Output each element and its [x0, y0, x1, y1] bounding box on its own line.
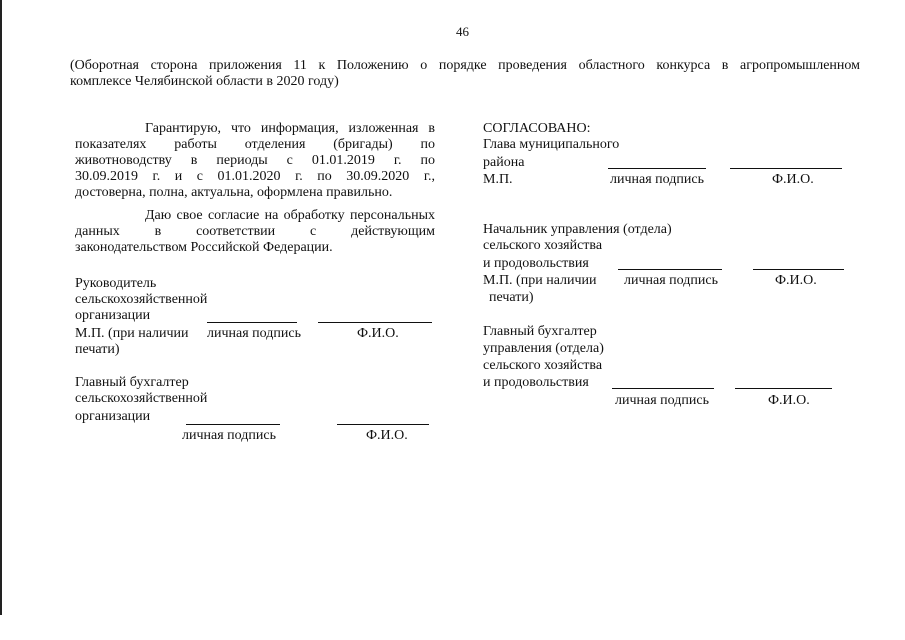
guarantee-line-2: показателях работы отделения (бригады) по — [75, 137, 435, 152]
consent-line-2: данных в соответствии с действующим — [75, 224, 435, 239]
approved-fio-label: Ф.И.О. — [772, 172, 814, 187]
chief-acc-dept-fio-line[interactable] — [735, 388, 832, 389]
head-dept-mp-line-2: печати) — [489, 290, 534, 305]
chief-acc-dept-fio-label: Ф.И.О. — [768, 393, 810, 408]
head-org-mp-line-1: М.П. (при наличии — [75, 326, 189, 341]
approved-title: СОГЛАСОВАНО: — [483, 121, 591, 136]
approved-fio-line[interactable] — [730, 168, 842, 169]
approved-line-2: района — [483, 155, 525, 170]
head-org-fio-label: Ф.И.О. — [357, 326, 399, 341]
approved-line-1: Глава муниципального — [483, 137, 620, 152]
consent-line-1: Даю свое согласие на обработку персональных — [145, 208, 435, 223]
chief-acc-dept-signature-line[interactable] — [612, 388, 714, 389]
head-org-line-2: сельскохозяйственной — [75, 292, 208, 307]
page-number: 46 — [456, 24, 469, 39]
head-dept-signature-line[interactable] — [618, 269, 722, 270]
consent-line-3: законодательством Российской Федерации. — [75, 240, 333, 255]
chief-acc-dept-line-1: Главный бухгалтер — [483, 324, 597, 339]
chief-acc-dept-line-4: и продовольствия — [483, 375, 589, 390]
head-dept-fio-label: Ф.И.О. — [775, 273, 817, 288]
chief-acc-org-signature-label: личная подпись — [182, 428, 276, 443]
approved-signature-label: личная подпись — [610, 172, 704, 187]
head-org-mp-line-2: печати) — [75, 342, 120, 357]
heading-line-2: комплексе Челябинской области в 2020 году) — [70, 74, 339, 89]
head-dept-fio-line[interactable] — [753, 269, 844, 270]
chief-acc-org-line-1: Главный бухгалтер — [75, 375, 189, 390]
head-dept-line-2: сельского хозяйства — [483, 238, 603, 253]
chief-acc-org-signature-line[interactable] — [186, 424, 280, 425]
chief-acc-dept-line-2: управления (отдела) — [483, 341, 604, 356]
head-org-signature-label: личная подпись — [207, 326, 301, 341]
head-dept-line-3: и продовольствия — [483, 256, 589, 271]
chief-acc-org-fio-line[interactable] — [337, 424, 429, 425]
guarantee-line-4: 30.09.2019 г. и с 01.01.2020 г. по 30.09.2020 г., — [75, 169, 435, 184]
guarantee-line-5: достоверна, полна, актуальна, оформлена правильно. — [75, 185, 393, 200]
head-dept-line-1: Начальник управления (отдела) — [483, 222, 672, 237]
page-edge-rule — [0, 0, 2, 615]
approved-mp: М.П. — [483, 172, 513, 187]
guarantee-line-3: животноводству в периоды с 01.01.2019 г. по — [75, 153, 435, 168]
head-org-signature-line[interactable] — [207, 322, 297, 323]
chief-acc-org-fio-label: Ф.И.О. — [366, 428, 408, 443]
guarantee-line-1: Гарантирую, что информация, изложенная в — [145, 121, 435, 136]
heading-line-1: (Оборотная сторона приложения 11 к Положению о порядке проведения областного конкурса в агропромышленном — [70, 58, 860, 73]
chief-acc-org-line-2: сельскохозяйственной — [75, 391, 208, 406]
head-org-fio-line[interactable] — [318, 322, 432, 323]
chief-acc-dept-line-3: сельского хозяйства — [483, 358, 603, 373]
head-dept-mp-line-1: М.П. (при наличии — [483, 273, 597, 288]
chief-acc-dept-signature-label: личная подпись — [615, 393, 709, 408]
head-org-line-3: организации — [75, 308, 151, 323]
head-dept-signature-label: личная подпись — [624, 273, 718, 288]
approved-signature-line[interactable] — [608, 168, 706, 169]
chief-acc-org-line-3: организации — [75, 409, 151, 424]
head-org-line-1: Руководитель — [75, 276, 157, 291]
